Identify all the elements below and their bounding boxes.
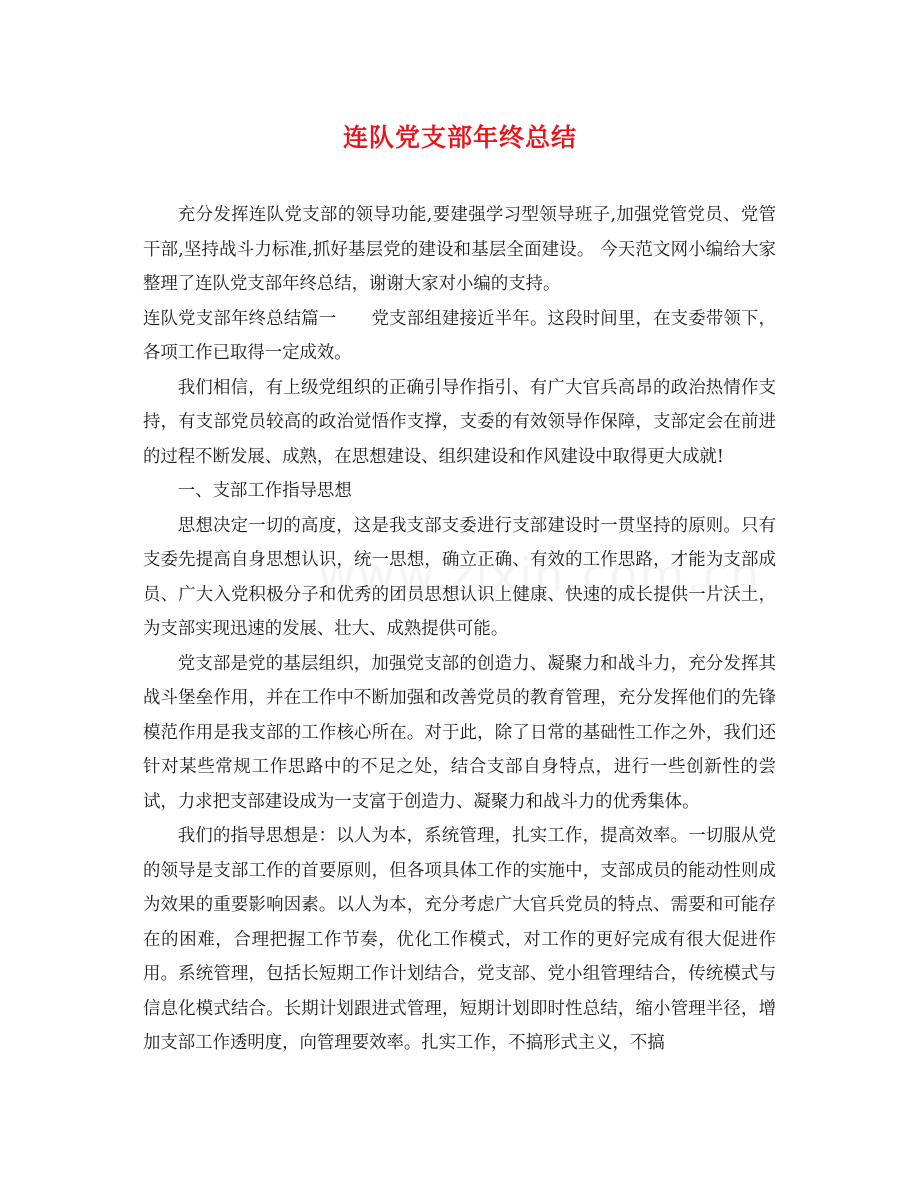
paragraph-branch-role: 党支部是党的基层组织，加强党支部的创造力、凝聚力和战斗力，充分发挥其战斗堡垒作用，并在工作中不断加强和改善党员的教育管理，充分发挥他们的先锋模范作用是我支部的工作核心所在。对于此，除了日常的基础性工作之外，我们还针对某些常规工作思路中的不足之处，结合支部自身特点，进行一些创新性的尝试，力求把支部建设成为一支富于创造力、凝聚力和战斗力的优秀集体。 — [143, 653, 776, 812]
paragraph-thought: 思想决定一切的高度，这是我支部支委进行支部建设时一贯坚持的原则。只有支委先提高自身思想认识，统一思想，确立正确、有效的工作思路，才能为支部成员、广大入党积极分子和优秀的团员思想认识上健康、快速的成长提供一片沃土，为支部实现迅速的发展、壮大、成熟提供可能。 — [143, 515, 776, 639]
paragraph-guiding-thought: 我们的指导思想是：以人为本，系统管理，扎实工作，提高效率。一切服从党的领导是支部工作的首要原则，但各项具体工作的实施中，支部成员的能动性则成为效果的重要影响因素。以人为本，充分考虑广大官兵党员的特点、需要和可能存在的困难，合理把握工作节奏，优化工作模式，对工作的更好完成有很大促进作用。系统管理，包括长短期工作计划结合，党支部、党小组管理结合，传统模式与信息化模式结合。长期计划跟进式管理，短期计划即时性总结，缩小管理半径，增加支部工作透明度，向管理要效率。扎实工作，不搞形式主义，不搞 — [143, 826, 776, 1053]
section-heading: 一、支部工作指导思想 — [177, 481, 352, 501]
paragraph-belief: 我们相信，有上级党组织的正确引导作指引、有广大官兵高昂的政治热情作支持，有支部党员较高的政治觉悟作支撑，支委的有效领导作保障，支部定会在前进的过程不断发展、成熟，在思想建设、组织建设和作风建设中取得更大成就! — [143, 377, 776, 467]
paragraph-part-one: 连队党支部年终总结篇一 党支部组建接近半年。这段时间里，在支委带领下，各项工作已取得一定成效。 — [143, 308, 776, 363]
paragraph-intro: 充分发挥连队党支部的领导功能,要建强学习型领导班子,加强党管党员、党管干部,坚持战斗力标准,抓好基层党的建设和基层全面建设。 今天范文网小编给大家整理了连队党支部年终总结，谢谢大家对小编的支持。 — [143, 205, 776, 294]
document-title: 连队党支部年终总结 — [342, 123, 577, 152]
document-body — [143, 198, 776, 1061]
